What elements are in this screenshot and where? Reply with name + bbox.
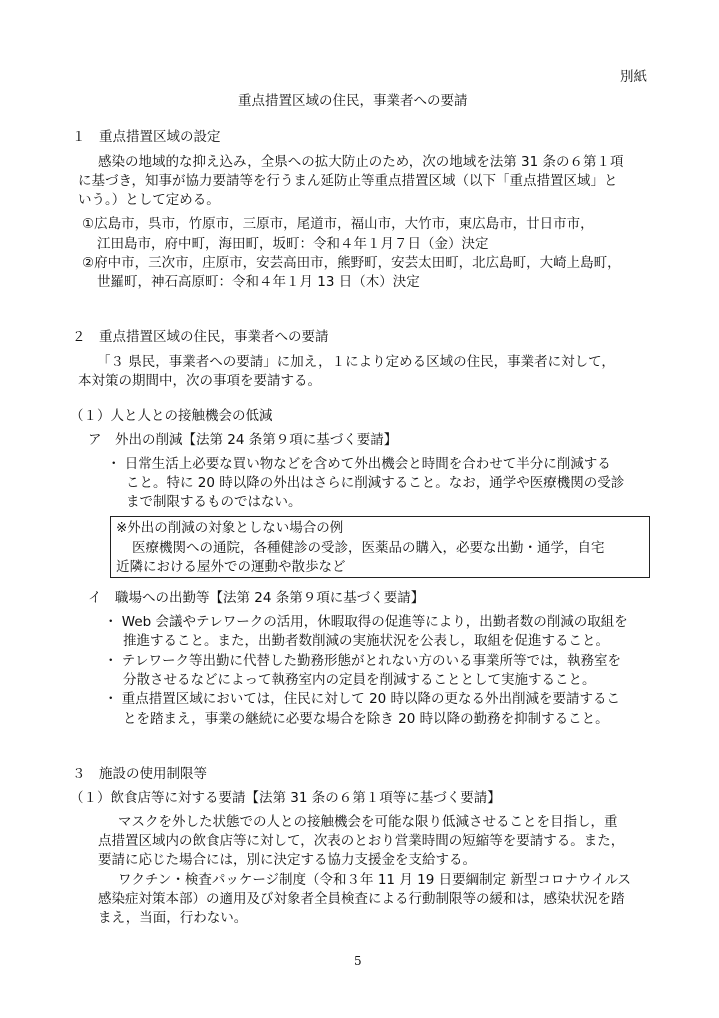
bullet-line: 推進すること。また，出勤者数削減の実施状況を公表し，取組を促進すること。 xyxy=(123,633,609,649)
section-1-para-line: いう。）として定める。 xyxy=(78,192,220,208)
section-3-para-line: まえ，当面，行わない。 xyxy=(98,910,248,926)
bullet-line: ・ 日常生活上必要な買い物などを含めて外出機会と時間を合わせて半分に削減する xyxy=(107,456,611,472)
bullet-line: 分散させるなどによって執務室内の定員を削減することとして実施すること。 xyxy=(123,672,596,688)
area-list-line: 江田島市，府中町，海田町，坂町：令和４年１月７日（金）決定 xyxy=(97,236,489,252)
section-3-para-line: 要請に応じた場合には，別に決定する協力支援金を支給する。 xyxy=(98,852,476,868)
section-2-para-line: 本対策の期間中，次の事項を要請する。 xyxy=(78,373,321,389)
bullet-line: とを踏まえ，事業の継続に必要な場合を除き 20 時以降の勤務を抑制すること。 xyxy=(123,711,609,727)
exception-box-line: ※外出の削減の対象としない場合の例 xyxy=(116,520,344,536)
exception-box-line: 近隣における屋外での運動や散歩など xyxy=(116,559,346,575)
subsection-heading: （１）人と人との接触機会の低減 xyxy=(70,408,273,424)
section-3-heading: ３ 施設の使用制限等 xyxy=(72,766,207,782)
bullet-line: ・ 重点措置区域においては，住民に対して 20 時以降の更なる外出削減を要請するこ xyxy=(104,691,621,707)
item-a-heading: ア 外出の削減【法第 24 条第９項に基づく要請】 xyxy=(88,432,398,448)
page-number: 5 xyxy=(354,954,362,968)
section-3-para-line: マスクを外した状態での人との接触機会を可能な限り低減させることを目指し，重 xyxy=(118,814,618,830)
section-1-para-line: に基づき，知事が協力要請等を行うまん延防止等重点措置区域（以下「重点措置区域」と xyxy=(78,173,618,189)
area-list-line: ①広島市，呉市，竹原市，三原市，尾道市，福山市，大竹市，東広島市，廿日市市， xyxy=(82,216,594,232)
bullet-line: まで制限するものではない。 xyxy=(126,494,302,510)
section-2-para-line: 「３ 県民，事業者への要請」に加え，１により定める区域の住民，事業者に対して， xyxy=(97,354,615,370)
exception-box-line: 医療機関への通院，各種健診の受診，医薬品の購入，必要な出勤・通学，自宅 xyxy=(132,540,605,556)
section-3-para-line: ワクチン・検査パッケージ制度（令和３年 11 月 19 日要綱制定 新型コロナウイルス xyxy=(118,872,632,888)
section-1-para-line: 感染の地域的な抑え込み，全県への拡大防止のため，次の地域を法第 31 条の６第１項 xyxy=(98,154,624,170)
section-1-heading: １ 重点措置区域の設定 xyxy=(72,129,221,145)
item-i-heading: イ 職場への出勤等【法第 24 条第９項に基づく要請】 xyxy=(88,590,425,606)
bullet-line: ・ Web 会議やテレワークの活用，休暇取得の促進等により，出勤者数の削減の取組を xyxy=(104,614,628,630)
annex-label: 別紙 xyxy=(620,69,647,85)
section-3-para-line: 点措置区域内の飲食店等に対して，次表のとおり営業時間の短縮等を要請する。また， xyxy=(98,833,625,849)
area-list-line: 世羅町，神石高原町：令和４年１月 13 日（木）決定 xyxy=(97,274,420,290)
section-2-heading: ２ 重点措置区域の住民，事業者への要請 xyxy=(72,329,329,345)
bullet-line: こと。特に 20 時以降の外出はさらに削減すること。なお，通学や医療機関の受診 xyxy=(126,475,625,491)
section-3-para-line: 感染症対策本部）の適用及び対象者全員検査による行動制限等の緩和は，感染状況を踏 xyxy=(98,891,625,907)
area-list-line: ②府中市，三次市，庄原市，安芸高田市，熊野町，安芸太田町，北広島町，大崎上島町， xyxy=(82,255,621,271)
subsection-heading: （１）飲食店等に対する要請【法第 31 条の６第１項等に基づく要請】 xyxy=(70,790,501,806)
document-title: 重点措置区域の住民，事業者への要請 xyxy=(238,93,468,109)
bullet-line: ・ テレワーク等出勤に代替した勤務形態がとれない方のいる事業所等では，執務室を xyxy=(104,653,622,669)
